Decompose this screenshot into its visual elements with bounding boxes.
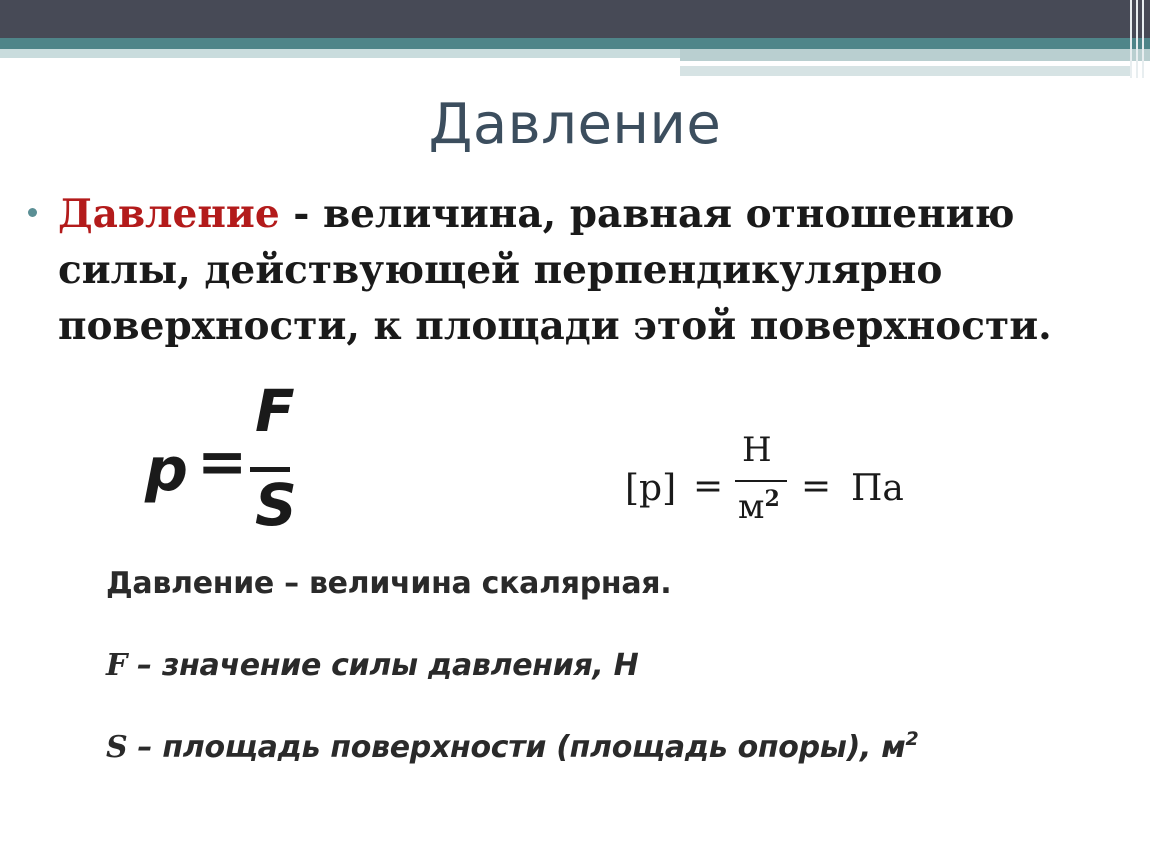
note-force-text: – значение силы давления, Н [127, 648, 639, 683]
note-scalar: Давление – величина скалярная. [106, 566, 672, 601]
formula-numerator: F [255, 377, 295, 445]
slide-title: Давление [428, 92, 722, 157]
formula-equals: = [197, 427, 248, 497]
units-formula [625, 430, 925, 540]
definition-bullet [58, 186, 1128, 354]
definition-line-2: силы, действующей перпендикулярно [58, 247, 943, 293]
definition-separator: - [279, 191, 323, 237]
note-force [106, 648, 638, 683]
formula-denominator: S [255, 471, 297, 539]
units-denominator-base: м [738, 487, 765, 527]
header-band-white-line [928, 62, 1068, 65]
note-area-symbol: S [106, 730, 128, 765]
formula-lhs: p [145, 435, 188, 505]
definition-term: Давление [58, 191, 280, 237]
header-band-dark [0, 0, 1150, 38]
header-band-light-right [680, 49, 1150, 61]
units-numerator: Н [742, 430, 772, 470]
units-lhs: [p] [625, 468, 677, 509]
header-band-light-lower [680, 66, 1130, 76]
units-fraction-bar [735, 480, 787, 482]
definition-line-3: поверхности, к площади этой поверхности. [58, 303, 1052, 349]
definition-line-1 [58, 186, 1128, 242]
note-area-text: – площадь поверхности (площадь опоры), м [127, 730, 906, 765]
header-band-light [0, 49, 680, 58]
units-denominator-power: 2 [764, 486, 780, 512]
header-vertical-lines [1124, 0, 1150, 78]
note-force-symbol: F [106, 648, 127, 683]
units-denominator [738, 486, 780, 527]
header-band-teal [0, 38, 1150, 49]
pressure-formula [145, 377, 305, 539]
definition-line-1-rest: величина, равная отношению [323, 191, 1015, 237]
bullet-dot [28, 208, 37, 217]
note-area [106, 728, 918, 765]
units-rhs: Па [851, 468, 904, 509]
units-equals-2: = [801, 466, 832, 507]
units-equals-1: = [693, 466, 724, 507]
note-area-power: 2 [905, 728, 919, 750]
